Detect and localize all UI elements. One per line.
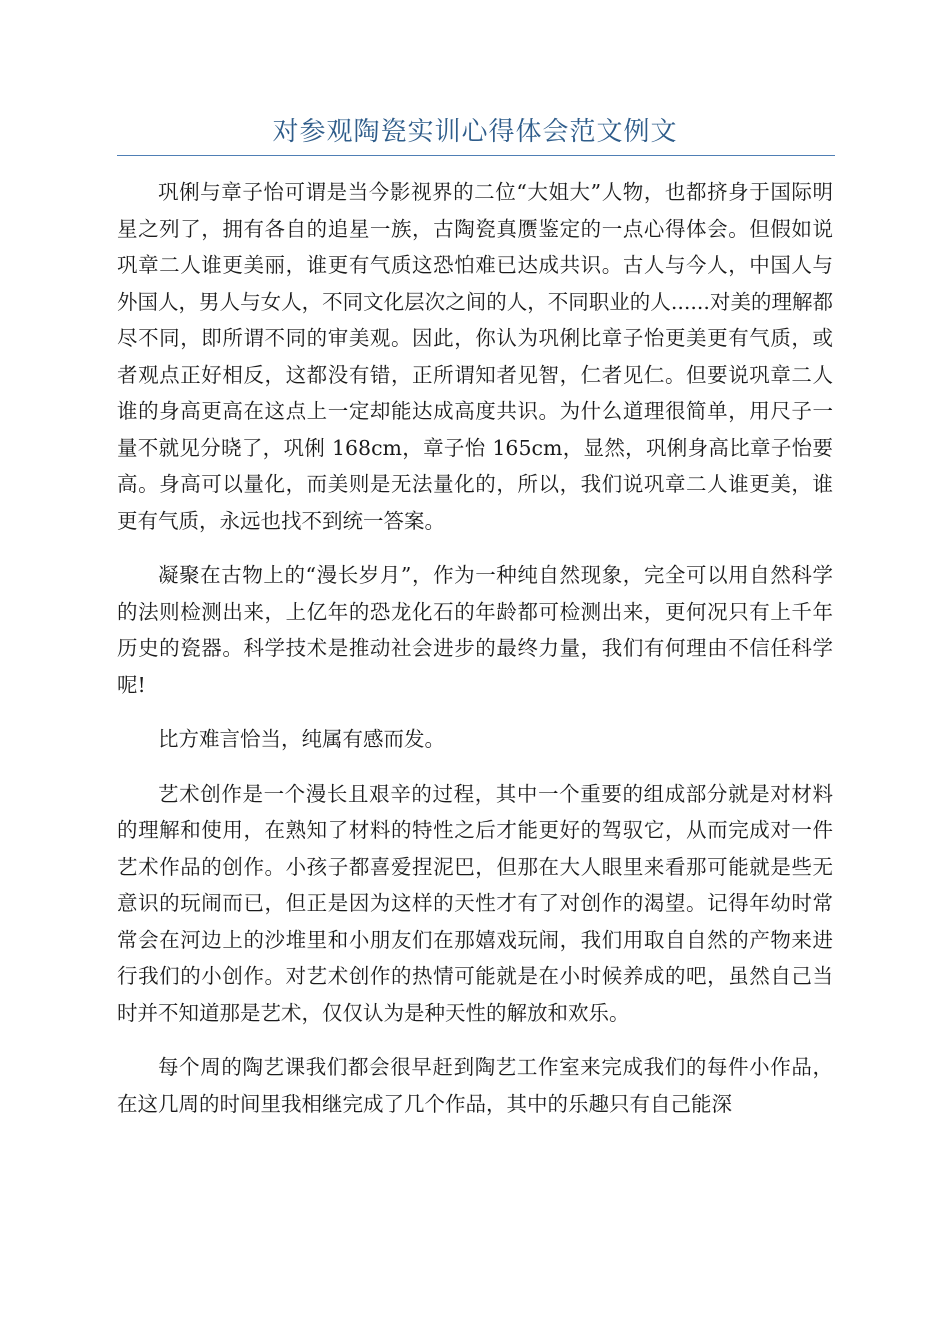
paragraph-2: 凝聚在古物上的“漫长岁月”，作为一种纯自然现象，完全可以用自然科学的法则检测出来，上亿年的恐龙化石的年龄都可检测出来，更何况只有上千年历史的瓷器。科学技术是推动社会进步的最终力量，我们有何理由不信任科学呢! (117, 563, 833, 697)
title-underline (117, 155, 835, 156)
document-body (117, 174, 833, 1140)
document-title: 对参观陶瓷实训心得体会范文例文 (272, 117, 678, 147)
paragraph-4: 艺术创作是一个漫长且艰辛的过程，其中一个重要的组成部分就是对材料的理解和使用，在熟知了材料的特性之后才能更好的驾驭它，从而完成对一件艺术作品的创作。小孩子都喜爱捏泥巴，但那在大人眼里来看那可能就是些无意识的玩闹而已，但正是因为这样的天性才有了对创作的渴望。记得年幼时常常会在河边上的沙堆里和小朋友们在那嬉戏玩闹，我们用取自自然的产物来进行我们的小创作。对艺术创作的热情可能就是在小时候养成的吧，虽然自己当时并不知道那是艺术，仅仅认为是种天性的解放和欢乐。 (117, 781, 833, 1025)
paragraph-3: 比方难言恰当，纯属有感而发。 (158, 727, 445, 751)
paragraph-1: 巩俐与章子怡可谓是当今影视界的二位“大姐大”人物，也都挤身于国际明星之列了，拥有各自的追星一族，古陶瓷真赝鉴定的一点心得体会。但假如说巩章二人谁更美丽，谁更有气质这恐怕难已达成共识。古人与今人，中国人与外国人，男人与女人，不同文化层次之间的人，不同职业的人......对美的理解都尽不同，即所谓不同的审美观。因此，你认为巩俐比章子怡更美更有气质，或者观点正好相反，这都没有错，正所谓知者见智，仁者见仁。但要说巩章二人谁的身高更高在这点上一定却能达成高度共识。为什么道理很简单，用尺子一量不就见分晓了，巩俐 168cm，章子怡 165cm，显然，巩俐身高比章子怡要高。身高可以量化，而美则是无法量化的，所以，我们说巩章二人谁更美，谁更有气质，永远也找不到统一答案。 (117, 180, 833, 533)
paragraph-5: 每个周的陶艺课我们都会很早赶到陶艺工作室来完成我们的每件小作品，在这几周的时间里我相继完成了几个作品，其中的乐趣只有自己能深 (117, 1055, 833, 1116)
